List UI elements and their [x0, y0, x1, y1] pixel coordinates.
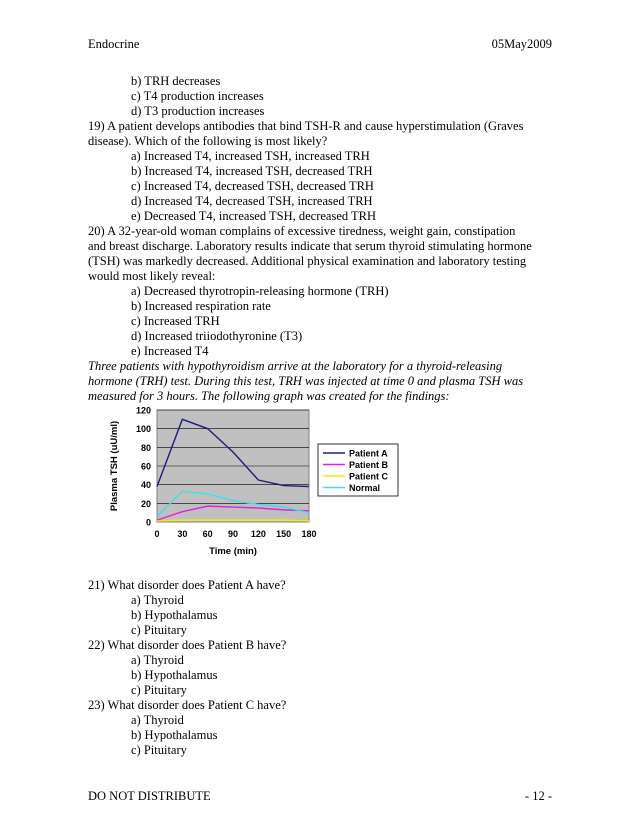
y-tick-label: 120: [135, 405, 151, 416]
question-20-text: (TSH) was markedly decreased. Additional physical examination and laboratory testing: [88, 254, 527, 268]
option-text: b) Hypothalamus: [131, 668, 218, 682]
option-text: c) Increased TRH: [131, 314, 220, 328]
page-number: - 12 -: [524, 789, 552, 803]
question-19-text: 19) A patient develops antibodies that bind TSH-R and cause hyperstimulation (Graves: [88, 119, 524, 133]
option-text: a) Thyroid: [131, 593, 184, 607]
legend-label: Patient B: [349, 460, 389, 470]
y-tick-label: 20: [140, 498, 151, 509]
option-text: a) Thyroid: [131, 653, 184, 667]
option-text: b) Increased T4, increased TSH, decreased TRH: [131, 164, 373, 178]
x-tick-label: 120: [250, 529, 266, 539]
option-text: d) Increased T4, decreased TSH, increased TRH: [131, 194, 373, 208]
option-text: d) T3 production increases: [131, 104, 265, 118]
y-tick-label: 80: [140, 442, 151, 453]
footer-notice: DO NOT DISTRIBUTE: [88, 789, 211, 803]
x-axis-label: Time (min): [209, 546, 257, 557]
y-tick-label: 40: [140, 480, 151, 491]
option-text: e) Decreased T4, increased TSH, decreased TRH: [131, 209, 377, 223]
option-text: b) Hypothalamus: [131, 608, 218, 622]
question-22-text: 22) What disorder does Patient B have?: [88, 638, 287, 652]
option-text: b) Increased respiration rate: [131, 299, 271, 313]
question-20-text: 20) A 32-year-old woman complains of excessive tiredness, weight gain, constipation: [88, 224, 516, 238]
legend-label: Normal: [349, 483, 381, 493]
option-text: c) Pituitary: [131, 623, 187, 637]
y-tick-label: 100: [135, 424, 151, 435]
intro-text: measured for 3 hours. The following graph was created for the findings:: [88, 389, 450, 403]
option-text: c) Pituitary: [131, 683, 187, 697]
option-text: a) Decreased thyrotropin-releasing hormone (TRH): [131, 284, 389, 298]
tsh-line-chart: [104, 402, 404, 562]
option-text: a) Thyroid: [131, 713, 184, 727]
option-text: c) Increased T4, decreased TSH, decreased TRH: [131, 179, 374, 193]
intro-text: hormone (TRH) test. During this test, TRH was injected at time 0 and plasma TSH was: [88, 374, 524, 388]
question-19-text: disease). Which of the following is most likely?: [88, 134, 328, 148]
x-tick-label: 180: [301, 529, 317, 539]
option-text: e) Increased T4: [131, 344, 209, 358]
option-text: b) TRH decreases: [131, 74, 221, 88]
y-tick-label: 0: [145, 517, 151, 528]
x-tick-label: 150: [276, 529, 292, 539]
option-text: a) Increased T4, increased TSH, increased TRH: [131, 149, 370, 163]
x-tick-label: 0: [154, 529, 160, 539]
y-axis-label: Plasma TSH (uU/ml): [109, 420, 120, 512]
option-text: d) Increased triiodothyronine (T3): [131, 329, 303, 343]
question-list-top: [88, 74, 552, 404]
question-20-text: would most likely reveal:: [88, 269, 216, 283]
question-21-text: 21) What disorder does Patient A have?: [88, 578, 286, 592]
intro-text: Three patients with hypothyroidism arrive at the laboratory for a thyroid-releasing: [88, 359, 503, 373]
x-tick-label: 90: [227, 529, 239, 539]
x-tick-label: 30: [177, 529, 188, 539]
question-20-text: and breast discharge. Laboratory results indicate that serum thyroid stimulating hormone: [88, 239, 532, 253]
option-text: b) Hypothalamus: [131, 728, 218, 742]
legend-label: Patient C: [349, 471, 389, 482]
question-23-text: 23) What disorder does Patient C have?: [88, 698, 287, 712]
header-date: 05May2009: [491, 37, 552, 51]
y-tick-label: 60: [140, 461, 151, 472]
x-tick-label: 60: [202, 529, 213, 539]
question-list-bottom: [88, 578, 552, 758]
header-title: Endocrine: [88, 37, 140, 51]
option-text: c) T4 production increases: [131, 89, 264, 103]
option-text: c) Pituitary: [131, 743, 187, 757]
legend-label: Patient A: [349, 448, 388, 459]
